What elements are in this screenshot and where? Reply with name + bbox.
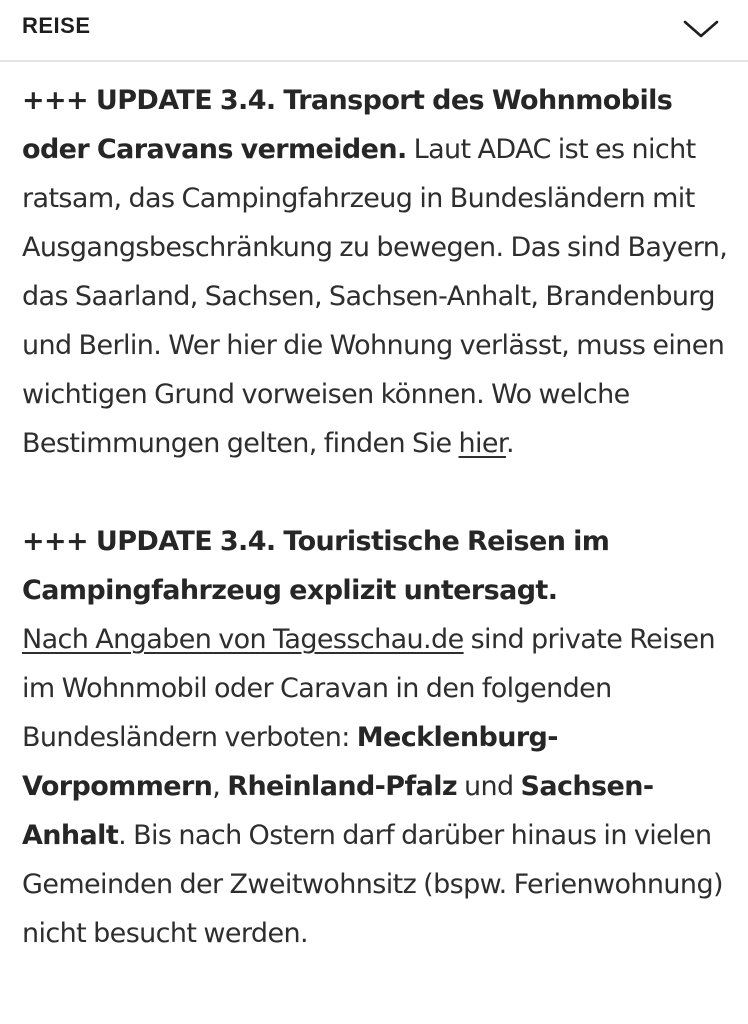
update-body-2: sind private Reisen im Wohnmobil oder Caravan in den folgenden Bundesländern verboten: <box>22 624 716 753</box>
tagesschau-link[interactable]: Nach Angaben von Tagesschau.de <box>22 624 464 655</box>
separator-1: , <box>212 771 228 802</box>
state-rheinland-pfalz: Rheinland-Pfalz <box>227 771 458 802</box>
update-paragraph-1 <box>22 76 732 468</box>
update-end-1: . <box>505 428 514 459</box>
chevron-down-icon[interactable] <box>682 14 720 42</box>
update-end-2: . Bis nach Ostern darf darüber hinaus in vielen Gemeinden der Zweitwohnsitz (bspw. Ferienwohnung) nicht besucht werden. <box>22 820 723 949</box>
state-mecklenburg: Mecklenburg-Vorpommern <box>22 722 558 802</box>
update-paragraph-2 <box>22 517 732 958</box>
update-headline-1: +++ UPDATE 3.4. Transport des Wohnmobils oder Caravans vermeiden. <box>22 85 673 165</box>
update-headline-2: +++ UPDATE 3.4. Touristische Reisen im Campingfahrzeug explizit untersagt. <box>22 526 610 606</box>
section-header[interactable] <box>0 0 748 62</box>
state-sachsen-anhalt: Sachsen-Anhalt <box>22 771 654 851</box>
section-title: REISE <box>22 13 91 38</box>
hier-link[interactable]: hier <box>458 428 506 459</box>
update-body-1: Laut ADAC ist es nicht ratsam, das Campingfahrzeug in Bundesländern mit Ausgangsbeschränkung zu bewegen. Das sind Bayern, das Saarland, Sachsen, Sachsen-Anhalt, Brandenburg und Berlin. Wer hier die Wohnung verlässt, muss einen wichtigen Grund vorweisen können. Wo welche Bestimmungen gelten, finden Sie <box>22 134 728 459</box>
separator-2: und <box>457 771 521 802</box>
article-content <box>22 76 732 958</box>
